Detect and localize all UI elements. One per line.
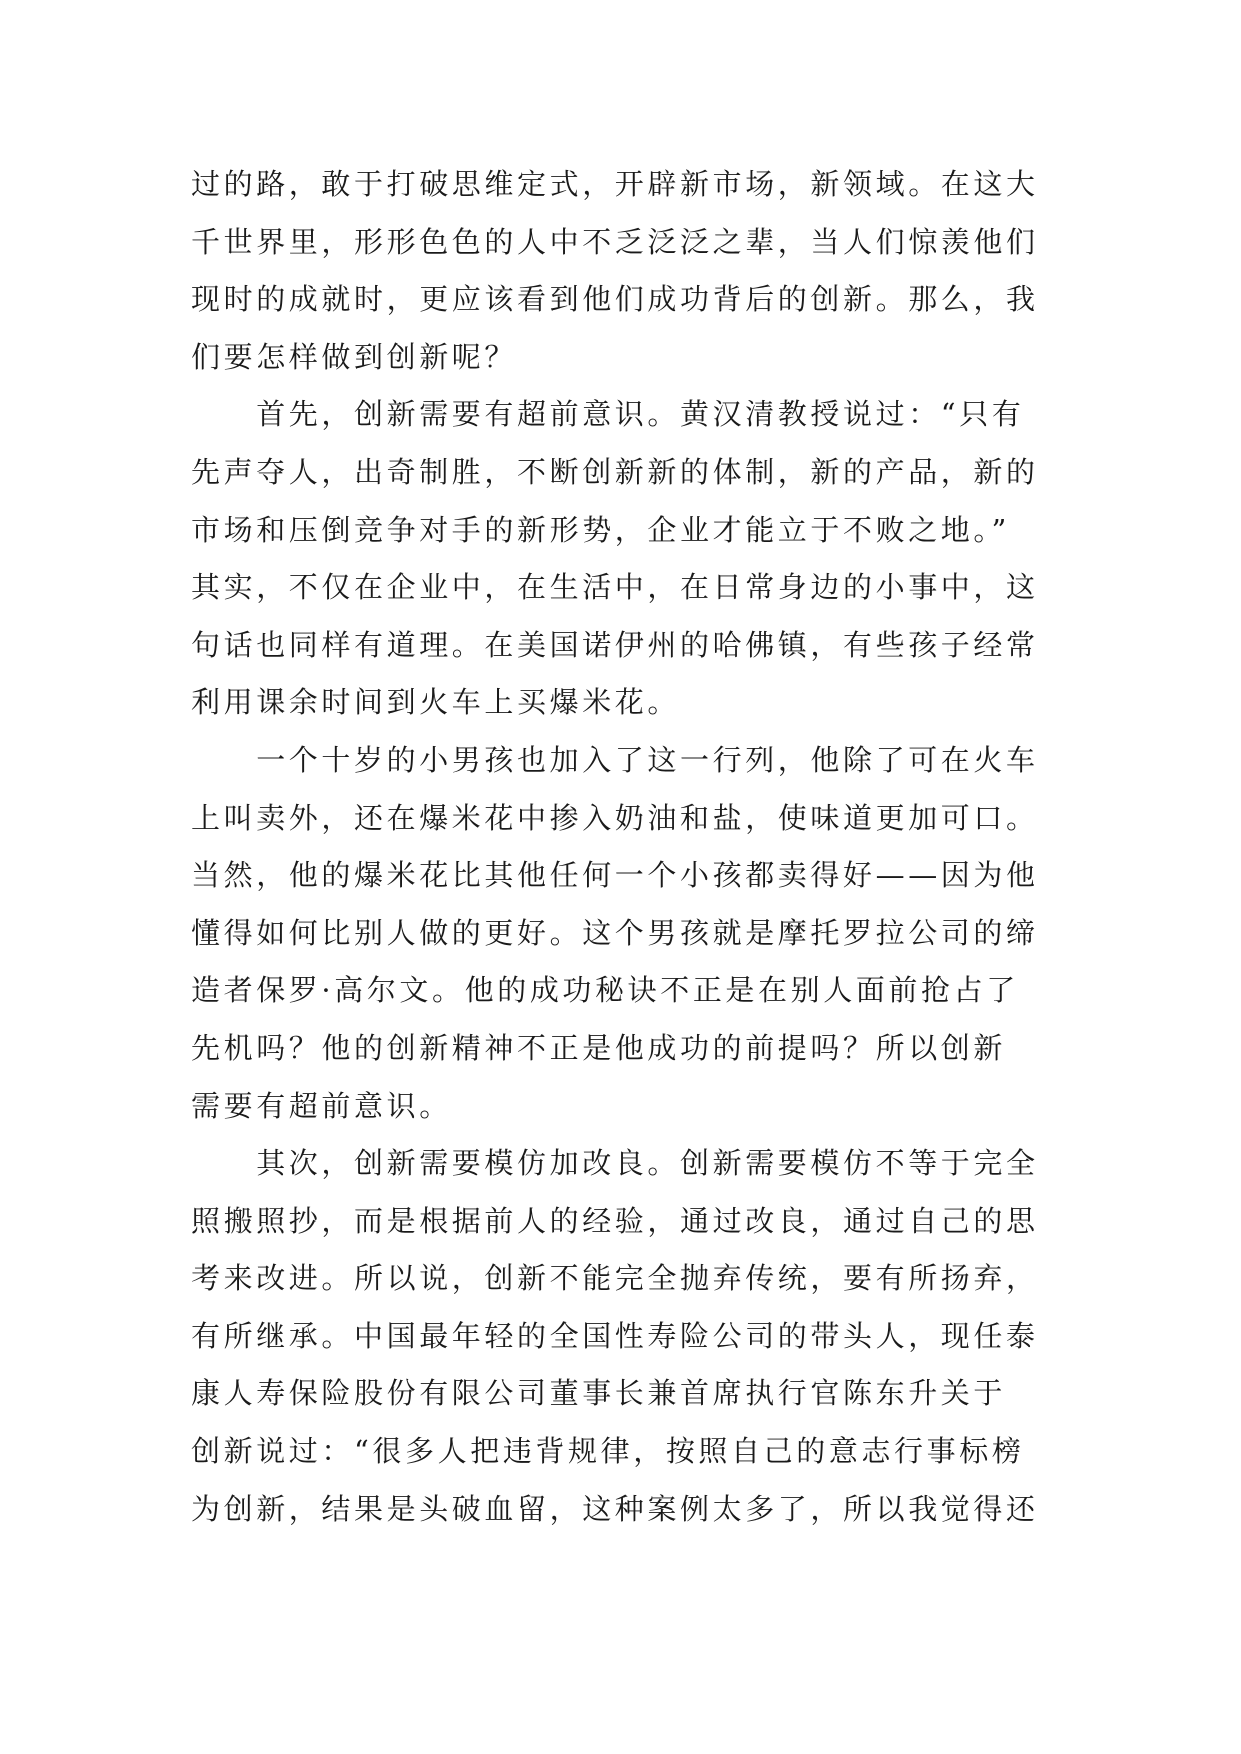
text-line: 有所继承。中国最年轻的全国性寿险公司的带头人，现任泰 xyxy=(191,1318,1039,1353)
text-line: 们要怎样做到创新呢？ xyxy=(191,339,518,374)
text-line: 造者保罗·高尔文。他的成功秘诀不正是在别人面前抢占了 xyxy=(191,973,1019,1008)
text-line: 利用课余时间到火车上买爆米花。 xyxy=(191,685,681,720)
text-line: 先机吗？他的创新精神不正是他成功的前提吗？所以创新 xyxy=(191,1030,1007,1065)
text-line: 其次，创新需要模仿加改良。创新需要模仿不等于完全 xyxy=(191,1146,1039,1181)
text-line: 康人寿保险股份有限公司董事长兼首席执行官陈东升关于 xyxy=(191,1376,1007,1411)
text-line: 千世界里，形形色色的人中不乏泛泛之辈，当人们惊羡他们 xyxy=(191,224,1039,259)
text-line: 先声夺人，出奇制胜，不断创新新的体制，新的产品，新的 xyxy=(191,454,1039,489)
text-line: 懂得如何比别人做的更好。这个男孩就是摩托罗拉公司的缔 xyxy=(191,915,1039,950)
text-line: 句话也同样有道理。在美国诺伊州的哈佛镇，有些孩子经常 xyxy=(191,627,1039,662)
text-line: 其实，不仅在企业中，在生活中，在日常身边的小事中，这 xyxy=(191,570,1039,605)
text-line: 需要有超前意识。 xyxy=(191,1088,452,1123)
text-line: 当然，他的爆米花比其他任何一个小孩都卖得好——因为他 xyxy=(191,858,1039,893)
text-line: 创新说过：“很多人把违背规律，按照自己的意志行事标榜 xyxy=(191,1434,1025,1469)
text-line: 过的路，敢于打破思维定式，开辟新市场，新领域。在这大 xyxy=(191,167,1039,201)
text-line: 首先，创新需要有超前意识。黄汉清教授说过：“只有 xyxy=(191,397,1025,432)
text-line: 上叫卖外，还在爆米花中掺入奶油和盐，使味道更加可口。 xyxy=(191,800,1039,835)
text-line: 现时的成就时，更应该看到他们成功背后的创新。那么，我 xyxy=(191,282,1039,317)
text-line: 考来改进。所以说，创新不能完全抛弃传统，要有所扬弃， xyxy=(191,1261,1039,1296)
text-line: 市场和压倒竞争对手的新形势，企业才能立于不败之地。” xyxy=(191,512,1010,547)
body-text xyxy=(191,156,1051,1538)
text-line: 一个十岁的小男孩也加入了这一行列，他除了可在火车 xyxy=(191,742,1039,777)
text-line: 为创新，结果是头破血留，这种案例太多了，所以我觉得还 xyxy=(191,1491,1039,1526)
text-line: 照搬照抄，而是根据前人的经验，通过改良，通过自己的思 xyxy=(191,1203,1039,1238)
